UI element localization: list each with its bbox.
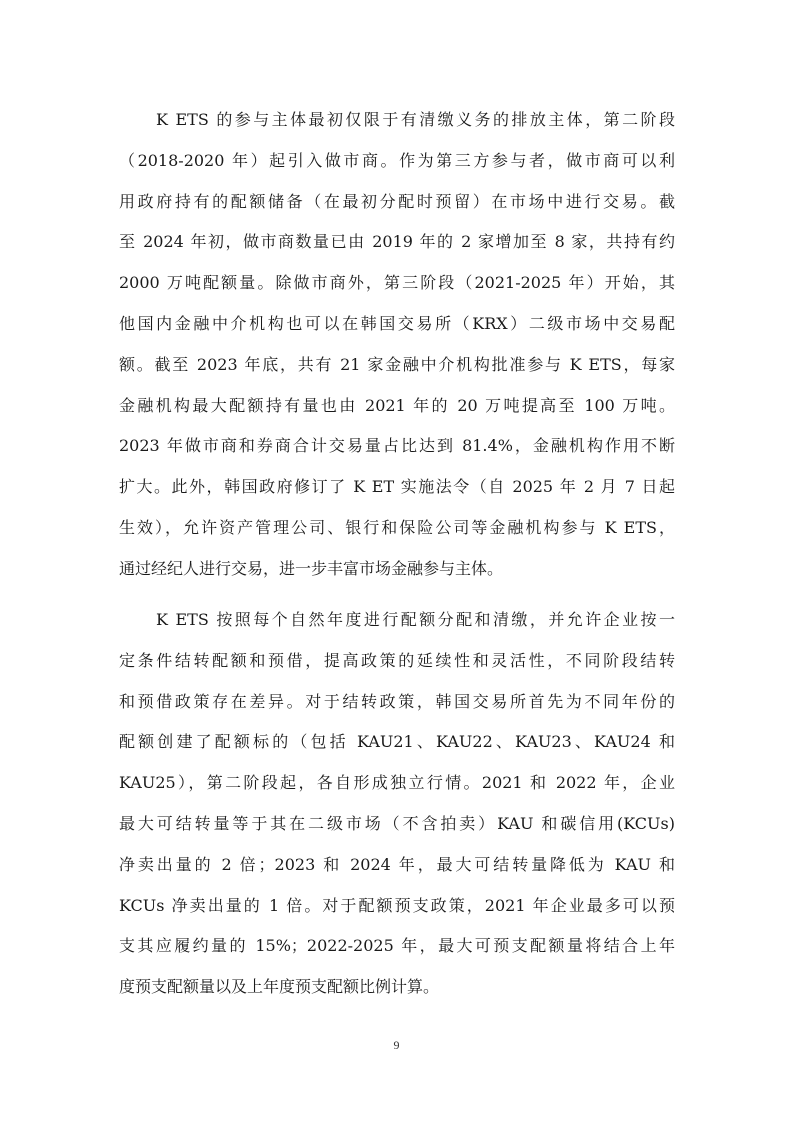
- text-line: （2018-2020 年）起引入做市商。作为第三方参与者，做市商可以利: [119, 150, 675, 170]
- text-line: 通过经纪人进行交易，进一步丰富市场金融参与主体。: [119, 558, 504, 578]
- paragraph-kets-participants: [119, 100, 675, 590]
- text-line: KCUs 净卖出量的 1 倍。对于配额预支政策，2021 年企业最多可以预: [119, 895, 675, 915]
- text-line: 2023 年做市商和券商合计交易量占比达到 81.4%，金融机构作用不断: [119, 436, 675, 456]
- text-line: 最大可结转量等于其在二级市场（不含拍卖）KAU 和碳信用(KCUs): [119, 813, 675, 833]
- text-line: 支其应履约量的 15%；2022-2025 年，最大可预支配额量将结合上年: [119, 936, 675, 956]
- text-line: 用政府持有的配额储备（在最初分配时预留）在市场中进行交易。截: [119, 191, 675, 211]
- text-line: 配额创建了配额标的（包括 KAU21、KAU22、KAU23、KAU24 和: [119, 732, 675, 752]
- text-line: 定条件结转配额和预借，提高政策的延续性和灵活性，不同阶段结转: [119, 650, 675, 670]
- text-line: 度预支配额量以及上年度预支配额比例计算。: [119, 977, 440, 997]
- text-line: 扩大。此外，韩国政府修订了 K ET 实施法令（自 2025 年 2 月 7 日起: [119, 477, 675, 497]
- paragraph-kets-banking-borrowing: [119, 600, 675, 1008]
- text-line: K ETS 的参与主体最初仅限于有清缴义务的排放主体，第二阶段: [156, 110, 675, 129]
- text-line: 净卖出量的 2 倍；2023 和 2024 年，最大可结转量降低为 KAU 和: [119, 854, 675, 874]
- text-line: 金融机构最大配额持有量也由 2021 年的 20 万吨提高至 100 万吨。: [119, 395, 675, 415]
- text-line: 至 2024 年初，做市商数量已由 2019 年的 2 家增加至 8 家，共持有约: [119, 232, 675, 252]
- page-number: 9: [393, 1038, 400, 1052]
- text-line: 他国内金融中介机构也可以在韩国交易所（KRX）二级市场中交易配: [119, 313, 675, 333]
- text-line: 生效），允许资产管理公司、银行和保险公司等金融机构参与 K ETS，: [119, 517, 675, 537]
- text-line: 2000 万吨配额量。除做市商外，第三阶段（2021-2025 年）开始，其: [119, 273, 675, 293]
- text-line: 额。截至 2023 年底，共有 21 家金融中介机构批准参与 K ETS，每家: [119, 354, 675, 374]
- text-line: K ETS 按照每个自然年度进行配额分配和清缴，并允许企业按一: [156, 610, 675, 629]
- text-line: KAU25），第二阶段起，各自形成独立行情。2021 和 2022 年，企业: [119, 773, 675, 793]
- text-line: 和预借政策存在差异。对于结转政策，韩国交易所首先为不同年份的: [119, 691, 675, 711]
